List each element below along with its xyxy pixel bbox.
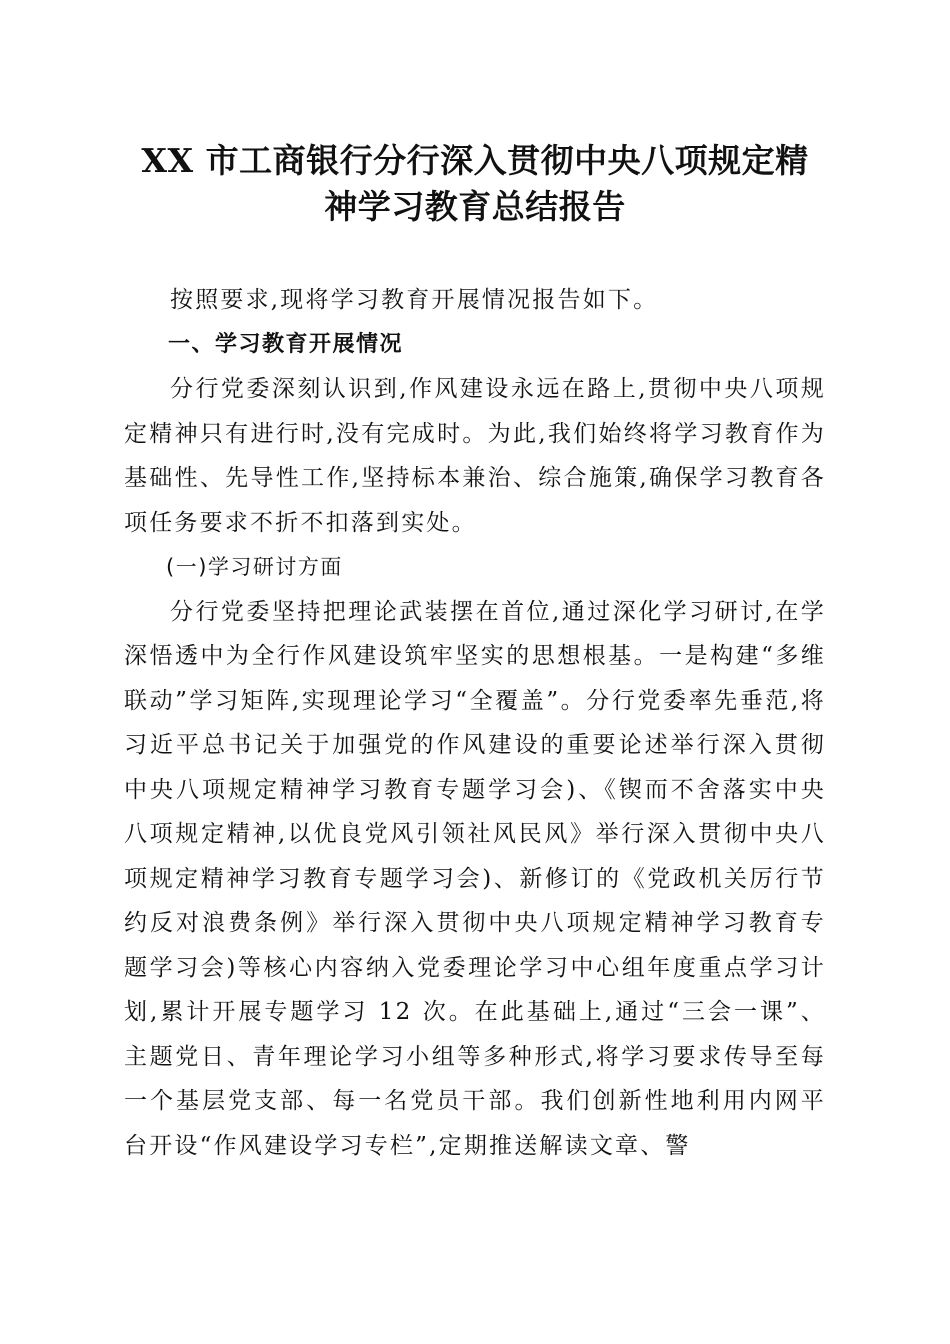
document-title [100,138,850,230]
section-heading-1: 一、学习教育开展情况 [168,331,404,357]
title-line-2: 神学习教育总结报告 [324,187,626,226]
title-line-1: XX 市工商银行分行深入贯彻中央八项规定精 [141,141,809,180]
subsection-1-paragraph: 分行党委坚持把理论武装摆在首位,通过深化学习研讨,在学深悟透中为全行作风建设筑牢坚实的思想根基。一是构建“多维联动”学习矩阵,实现理论学习“全覆盖”。分行党委率先垂范,将习近平总书记关于加强党的作风建设的重要论述举行深入贯彻中央八项规定精神学习教育专题学习会)、《锲而不舍落实中央八项规定精神,以优良党风引领社风民风》举行深入贯彻中央八项规定精神学习教育专题学习会)、新修订的《党政机关厉行节约反对浪费条例》举行深入贯彻中央八项规定精神学习教育专题学习会)等核心内容纳入党委理论学习中心组年度重点学习计划,累计开展专题学习 12 次。在此基础上,通过“三会一课”、主题党日、青年理论学习小组等多种形式,将学习要求传导至每一个基层党支部、每一名党员干部。我们创新性地利用内网平台开设“作风建设学习专栏”,定期推送解读文章、警 [124,598,826,1159]
intro-paragraph: 按照要求,现将学习教育开展情况报告如下。 [170,287,659,313]
section-1-paragraph: 分行党委深刻认识到,作风建设永远在路上,贯彻中央八项规定精神只有进行时,没有完成时。为此,我们始终将学习教育作为基础性、先导性工作,坚持标本兼治、综合施策,确保学习教育各项任务要求不折不扣落到实处。 [124,376,826,536]
subsection-heading-1: (一)学习研讨方面 [166,555,343,579]
document-body [124,278,826,1168]
